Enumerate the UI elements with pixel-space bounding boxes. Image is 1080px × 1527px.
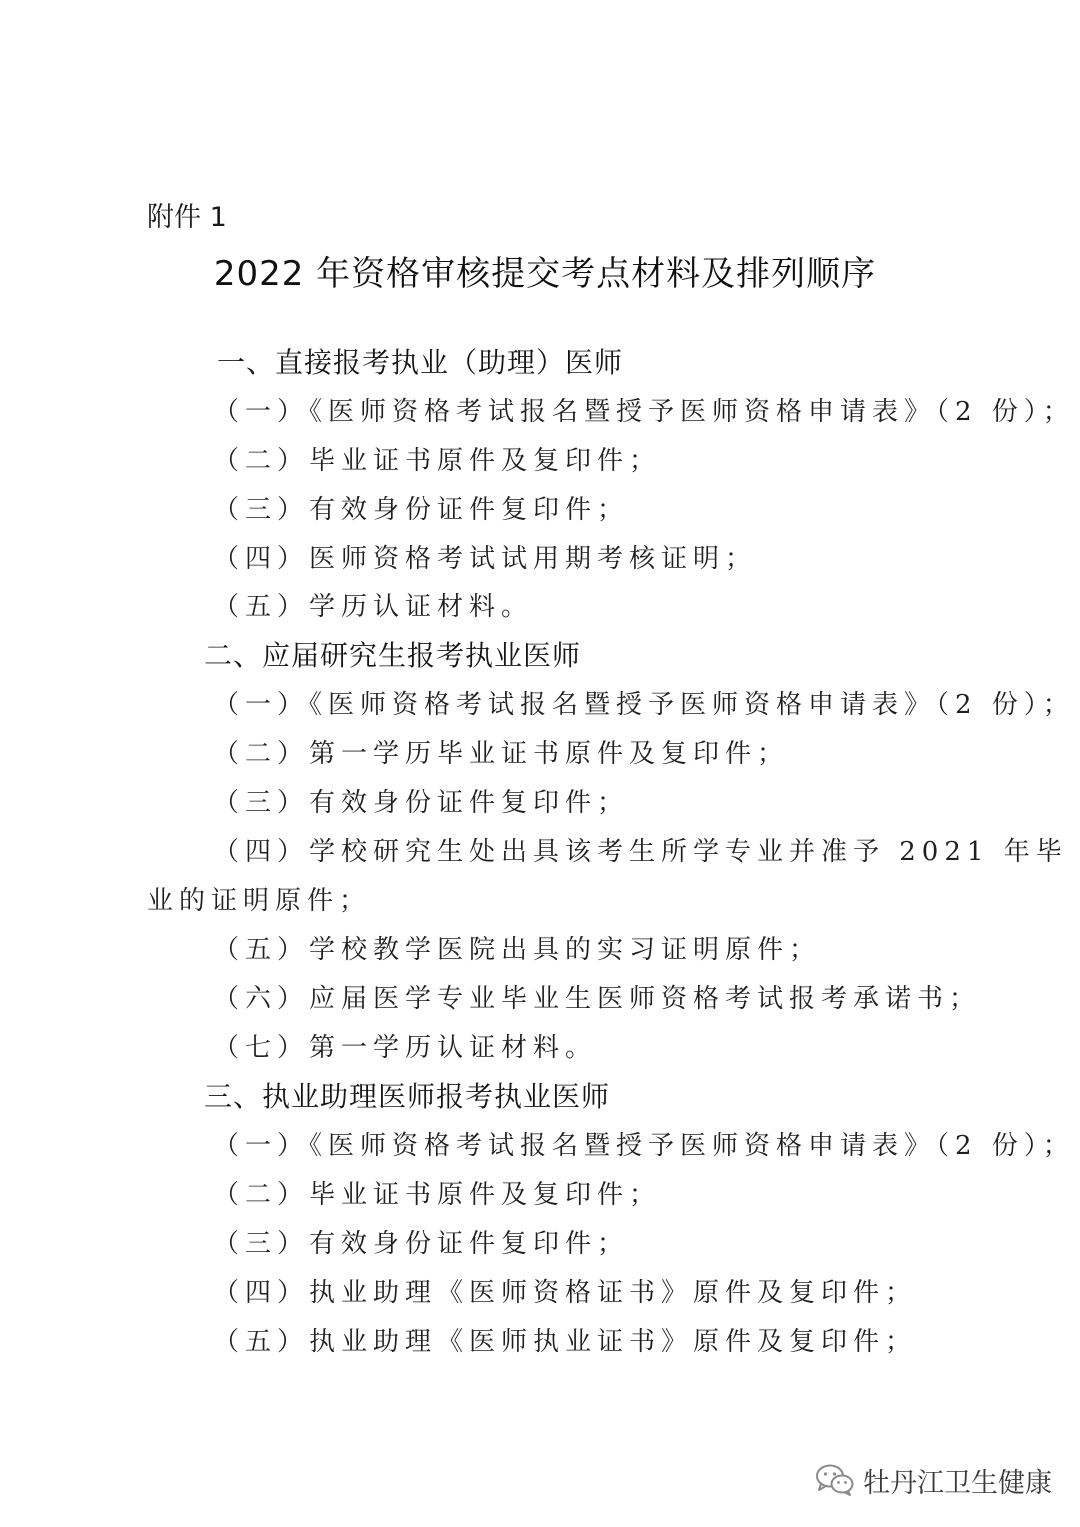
list-item: （一）《医师资格考试报名暨授予医师资格申请表》（2 份）； (213, 1131, 1075, 1161)
watermark-text: 牡丹江卫生健康 (863, 1467, 1052, 1499)
attachment-label: 附件 1 (147, 202, 227, 233)
list-item: （三）有效身份证件复印件； (213, 788, 630, 818)
section-heading: 一、直接报考执业（助理）医师 (217, 346, 624, 379)
list-item: （五）学历认证材料。 (213, 592, 534, 622)
list-item: （二）毕业证书原件及复印件； (213, 1180, 662, 1210)
list-item: （六）应届医学专业毕业生医师资格考试报考承诺书； (213, 984, 982, 1014)
list-item-continuation: 业的证明原件； (147, 886, 372, 916)
list-item: （二）毕业证书原件及复印件； (213, 446, 662, 476)
section-heading: 二、应届研究生报考执业医师 (204, 639, 582, 672)
list-item: （四）医师资格考试试用期考核证明； (213, 544, 758, 574)
list-item: （二）第一学历毕业证书原件及复印件； (213, 739, 790, 769)
list-item: （一）《医师资格考试报名暨授予医师资格申请表》（2 份）； (213, 690, 1075, 720)
watermark (815, 1458, 1052, 1502)
list-item: （四）执业助理《医师资格证书》原件及复印件； (213, 1278, 918, 1308)
wechat-icon (815, 1463, 855, 1497)
list-item: （四）学校研究生处出具该考生所学专业并准予 2021 年毕 (213, 837, 1068, 867)
list-item: （三）有效身份证件复印件； (213, 1229, 630, 1259)
list-item: （三）有效身份证件复印件； (213, 495, 630, 525)
list-item: （一）《医师资格考试报名暨授予医师资格申请表》（2 份）； (213, 397, 1075, 427)
section-heading: 三、执业助理医师报考执业医师 (204, 1080, 611, 1113)
list-item: （五）执业助理《医师执业证书》原件及复印件； (213, 1327, 918, 1357)
document-title: 2022 年资格审核提交考点材料及排列顺序 (213, 254, 877, 294)
list-item: （七）第一学历认证材料。 (213, 1033, 598, 1063)
list-item: （五）学校教学医院出具的实习证明原件； (213, 935, 822, 965)
